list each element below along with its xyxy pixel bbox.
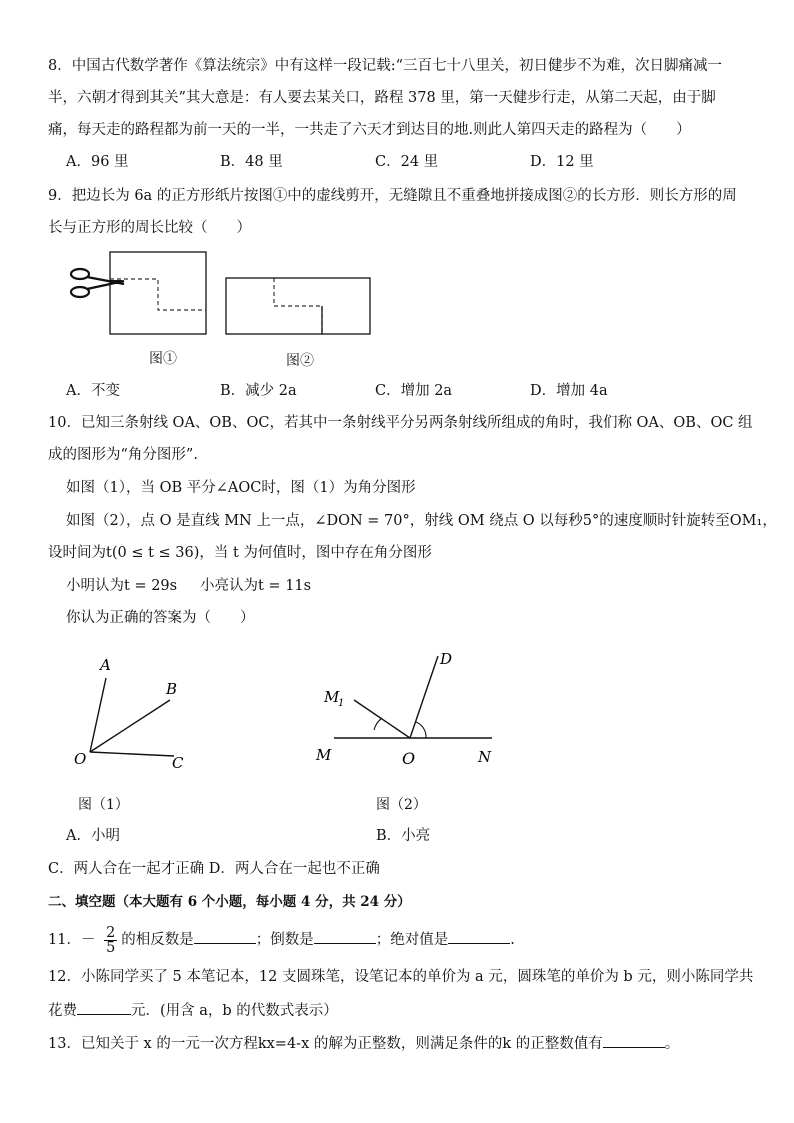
q10-fig2-caption: 图（2）	[376, 797, 427, 813]
label-m1-subscript: 1	[338, 698, 345, 709]
q10-line-3: 如图（1），当 OB 平分∠AOC时，图（1）为角分图形	[66, 480, 416, 496]
fig1-cut-line	[110, 279, 206, 310]
q10-line-1: 10．已知三条射线 OA、OB、OC，若其中一条射线平分另两条射线所组成的角时，我们称 OA、OB、OC 组	[48, 415, 753, 431]
q12-pre: 花费	[48, 1003, 77, 1019]
label-m: M	[316, 746, 332, 764]
q12-post: 元．(用含 a，b 的代数式表示）	[131, 1003, 338, 1019]
q11-text-reciprocal: ；倒数是	[255, 932, 314, 948]
q11-denominator: 5	[106, 939, 116, 956]
q13-end: 。	[664, 1036, 680, 1052]
label-o2: O	[402, 749, 416, 768]
q11-blank-absolute[interactable]	[448, 929, 510, 944]
ray-om1	[354, 700, 410, 738]
q10-line-4: 如图（2），点 O 是直线 MN 上一点，∠DON = 70°，射线 OM 绕点 O 以每秒5°的速度顺时针旋转至OM₁，	[66, 513, 777, 529]
q11-number: 11．	[48, 932, 81, 948]
q12-blank[interactable]	[77, 1000, 131, 1015]
q9-option-c: C．增加 2a	[375, 383, 453, 399]
ray-ob	[90, 700, 170, 752]
q10-line-7: 你认为正确的答案为（ ）	[66, 610, 255, 626]
q9-option-d: D．增加 4a	[530, 383, 608, 399]
label-b: B	[166, 680, 178, 698]
q8-line-3: 痛，每天走的路程都为前一天的一半，一共走了六天才到达目的地.则此人第四天走的路程为（ ）	[48, 122, 691, 138]
q9-fig2-caption: 图②	[286, 353, 314, 369]
q11-fraction	[104, 926, 117, 955]
q12-line-1: 12．小陈同学买了 5 本笔记本，12 支圆珠笔，设笔记本的单价为 a 元，圆珠笔的单价为 b 元，则小陈同学共	[48, 969, 754, 985]
q9-fig1-caption: 图①	[149, 351, 177, 367]
q13-text: 13．已知关于 x 的一元一次方程kx=4-x 的解为正整数，则满足条件的k 的正整数值有	[48, 1036, 603, 1052]
section-2-heading: 二、填空题（本大题有 6 个小题，每小题 4 分，共 24 分）	[48, 894, 411, 910]
q10-line-6a: 小明认为t = 29s	[66, 578, 178, 594]
q8-option-b: B．48 里	[220, 154, 283, 170]
q8-option-c: C．24 里	[375, 154, 439, 170]
q10-option-cd: C．两人合在一起才正确 D．两人合在一起也不正确	[48, 861, 380, 877]
label-n: N	[478, 748, 492, 766]
label-a: A	[100, 656, 111, 674]
q9-option-a: A．不变	[66, 383, 120, 399]
q9-figures	[60, 248, 380, 344]
q11-text-opposite: 的相反数是	[121, 932, 194, 948]
q8-option-a: A．96 里	[66, 154, 129, 170]
ray-oc	[90, 752, 174, 756]
q11-blank-reciprocal[interactable]	[314, 929, 376, 944]
angle-arc-don	[416, 722, 426, 738]
q10-line-2: 成的图形为“角分图形”.	[48, 447, 198, 463]
q9-line-2: 长与正方形的周长比较（ ）	[48, 220, 251, 236]
fig1-square	[110, 252, 206, 334]
ray-od	[410, 656, 438, 738]
q13-line	[48, 1033, 679, 1054]
q10-figure-1	[66, 648, 206, 774]
q9-line-1: 9．把边长为 6a 的正方形纸片按图①中的虚线剪开，无缝隙且不重叠地拼接成图②的长方形．则长方形的周	[48, 188, 737, 204]
label-m1: M	[324, 688, 340, 706]
q8-line-1: 8．中国古代数学著作《算法统宗》中有这样一段记载:“三百七十八里关，初日健步不为难，次日脚痛减一	[48, 58, 723, 74]
label-d: D	[440, 650, 453, 668]
rotation-arc	[374, 718, 382, 730]
q11-blank-opposite[interactable]	[194, 929, 256, 944]
scissors-icon	[71, 269, 124, 297]
q8-line-2: 半，六朝才得到其关”其大意是：有人要去某关口，路程 378 里，第一天健步行走，从第二天起，由于脚	[48, 90, 716, 106]
q10-option-a: A．小明	[66, 828, 120, 844]
q10-line-6b: 小亮认为t = 11s	[200, 578, 312, 594]
ray-oa	[90, 678, 106, 752]
q10-figure-2	[310, 644, 510, 774]
q10-option-b: B．小亮	[376, 828, 431, 844]
q10-fig1-caption: 图（1）	[78, 797, 129, 813]
q9-option-b: B．减少 2a	[220, 383, 297, 399]
q13-blank[interactable]	[603, 1033, 665, 1048]
fig2-dashed-line	[274, 278, 322, 334]
q11-minus-sign: －	[80, 932, 96, 948]
q11-line	[48, 923, 515, 957]
label-c: C	[172, 754, 184, 772]
label-o: O	[74, 750, 87, 768]
q11-numerator: 2	[106, 924, 116, 941]
q8-option-d: D．12 里	[530, 154, 594, 170]
q11-text-absolute: ；绝对值是	[375, 932, 449, 948]
q10-line-5: 设时间为t(0 ≤ t ≤ 36)，当 t 为何值时，图中存在角分图形	[48, 545, 432, 561]
q12-line-2	[48, 1000, 338, 1021]
q11-end: .	[510, 932, 515, 948]
